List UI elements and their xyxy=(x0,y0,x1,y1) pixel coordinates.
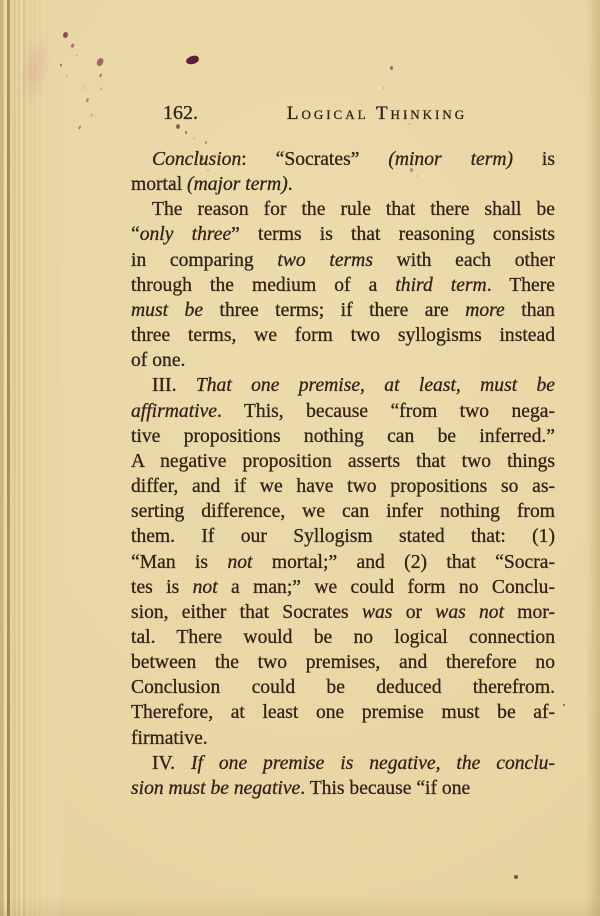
page-bottom-shade xyxy=(0,896,600,916)
text-line xyxy=(131,600,555,625)
text-run: . This because “if one xyxy=(300,777,471,799)
text-line xyxy=(131,399,555,424)
page-right-shade xyxy=(586,0,600,916)
ink-stain xyxy=(62,31,69,38)
text-run: differ, and if we have two propositions so as- xyxy=(131,476,555,498)
text-run: . xyxy=(287,174,293,196)
text-run: three terms; if there are xyxy=(203,299,466,321)
ink-stain xyxy=(185,55,199,65)
text-run: “ xyxy=(131,224,140,246)
text-run: . This, because “from two nega- xyxy=(216,400,555,422)
text-line xyxy=(131,172,555,197)
italic-text-run: That one premise, at least, must be xyxy=(195,375,555,397)
text-line xyxy=(131,298,555,323)
text-line xyxy=(131,147,555,172)
text-line xyxy=(131,625,555,650)
text-run: mortal xyxy=(131,174,188,196)
text-run: firmative. xyxy=(131,727,208,749)
text-run: “Man is xyxy=(131,551,228,573)
ink-stain xyxy=(514,875,518,879)
ink-stain xyxy=(390,66,393,70)
text-line xyxy=(131,197,555,222)
page-header xyxy=(131,100,555,128)
text-line xyxy=(131,474,555,499)
italic-text-run: affirmative xyxy=(131,400,217,422)
text-line xyxy=(131,776,555,801)
text-run: . There xyxy=(486,274,555,296)
text-run: sion, either that Socrates xyxy=(131,601,362,623)
italic-text-run: only three xyxy=(139,224,232,246)
text-run: with each other xyxy=(372,249,555,271)
italic-text-run: third term xyxy=(395,274,487,296)
text-run: III. xyxy=(152,375,196,397)
text-run: between the two premises, and therefore no xyxy=(131,652,555,674)
italic-text-run: sion must be negative xyxy=(131,777,301,799)
italic-text-run: two terms xyxy=(277,249,373,271)
text-run: tal. There would be no logical connection xyxy=(131,626,555,648)
text-line xyxy=(131,323,555,348)
text-run: a man;” we could form no Conclu- xyxy=(217,576,556,598)
text-run: tes is xyxy=(131,576,193,598)
text-line xyxy=(131,726,555,751)
text-run: Therefore, at least one premise must be af- xyxy=(131,702,555,724)
page-number: 162. xyxy=(163,102,198,124)
italic-text-run: more xyxy=(465,299,505,321)
text-line xyxy=(131,700,555,725)
page-edge-outer xyxy=(0,0,3,916)
text-line xyxy=(131,751,555,776)
ink-stain xyxy=(96,57,105,67)
italic-text-run: was not xyxy=(435,601,505,623)
text-line xyxy=(131,222,555,247)
italic-text-run: not xyxy=(227,551,253,573)
text-run: IV. xyxy=(152,752,191,774)
text-run: or xyxy=(392,601,436,623)
text-run: The reason for the rule that there shall be xyxy=(152,199,555,221)
text-line xyxy=(131,248,555,273)
italic-text-run: (minor term) xyxy=(388,149,514,170)
italic-text-run: not xyxy=(192,576,218,598)
text-run: ” terms is that reasoning consists xyxy=(231,224,555,246)
text-line xyxy=(131,524,555,549)
text-run: serting difference, we can infer nothing from xyxy=(131,501,555,523)
text-run: of one. xyxy=(131,350,186,372)
text-run: than xyxy=(504,299,555,321)
text-run: them. If our Syllogism stated that: (1) xyxy=(131,526,555,548)
text-run: three terms, we form two syllogisms instead xyxy=(131,325,555,347)
text-run: A negative proposition asserts that two things xyxy=(131,450,555,472)
text-line xyxy=(131,273,555,298)
text-line xyxy=(131,575,555,600)
italic-text-run: If one premise is negative, the conclu- xyxy=(190,752,556,774)
text-run: through the medium of a xyxy=(131,274,396,296)
text-run: : “Socrates” xyxy=(241,149,389,170)
text-run: mortal;” and (2) that “Socra- xyxy=(252,551,555,573)
italic-text-run: (major term) xyxy=(187,174,288,196)
text-block xyxy=(131,147,555,801)
text-run: tive propositions nothing can be inferred.” xyxy=(131,425,555,447)
text-line xyxy=(131,449,555,474)
text-line xyxy=(131,675,555,700)
text-line xyxy=(131,650,555,675)
text-line xyxy=(131,348,555,373)
text-line xyxy=(131,499,555,524)
page-edge-fade xyxy=(11,0,61,916)
italic-text-run: Conclusion xyxy=(152,149,242,170)
text-run: mor- xyxy=(504,601,555,623)
text-run: Conclusion could be deduced therefrom. xyxy=(131,677,555,699)
text-run: is xyxy=(513,149,555,170)
page-edge-line xyxy=(7,0,10,916)
text-line xyxy=(131,424,555,449)
text-line xyxy=(131,373,555,398)
text-run: in comparing xyxy=(131,249,278,271)
text-line xyxy=(131,550,555,575)
italic-text-run: was xyxy=(361,601,393,623)
italic-text-run: must be xyxy=(131,299,204,321)
running-title: Logical Thinking xyxy=(286,103,468,124)
